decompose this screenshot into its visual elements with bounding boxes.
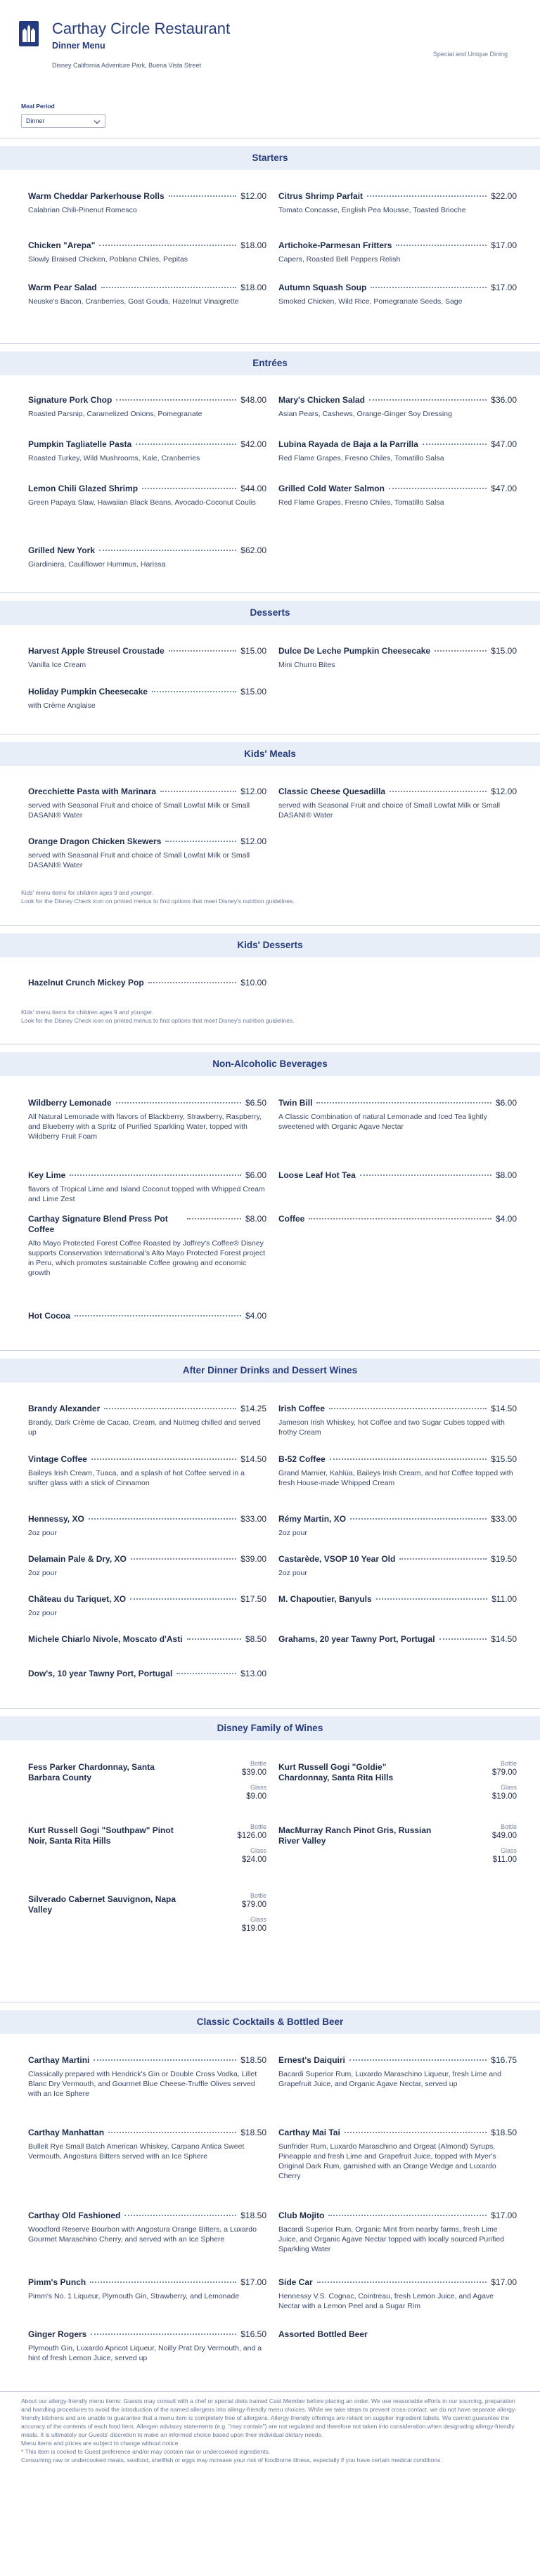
item-name: Hazelnut Crunch Mickey Pop	[28, 978, 144, 988]
dot-leader	[423, 444, 487, 445]
wine-glass-price: $11.00	[492, 1856, 517, 1864]
item-name: Irish Coffee	[278, 1404, 326, 1413]
meal-period-label: Meal Period	[21, 103, 55, 110]
section-header-entrees: Entrées	[0, 351, 540, 375]
entree-item	[28, 484, 266, 507]
footer-line: About our allergy-friendly menu items: Guests may consult with a chef or special diets trained Cast Member before placing an order. We use reasonable efforts in our sourcing, preparation and handling procedures to avoid the introduction of the named allergens into allergy-friendly menu choices. While we take steps to prevent cross-contact, we do not have separate allergy-friendly kitchens and are unable to guarantee that a menu item is completely free of allergens. Allergy-friendly offerings are reliant on supplier ingredient labels. We cannot guarantee the accuracy of the contents of each food item. Allergen advisory statements (e.g. "may contain") are not regulated and therefore not taken into consideration when designating allergy-friendly meals. It is ultimately our Guests' discretion to make an informed choice based upon their individual dietary needs.	[21, 2397, 517, 2438]
item-description: served with Seasonal Fruit and choice of Small Lowfat Milk or Small DASANI® Water	[28, 801, 250, 820]
dot-leader	[309, 1218, 491, 1219]
wine-name: Silverado Cabernet Sauvignon, Napa Valley	[28, 1894, 176, 1915]
item-name: Dulce De Leche Pumpkin Cheesecake	[278, 646, 431, 656]
item-name: Chicken "Arepa"	[28, 240, 96, 250]
item-price: $12.00	[240, 787, 266, 796]
dot-leader	[396, 245, 487, 246]
item-name: Brandy Alexander	[28, 1404, 101, 1413]
item-name: Warm Cheddar Parkerhouse Rolls	[28, 191, 165, 201]
dot-leader	[390, 791, 487, 792]
cocktail-item	[28, 2055, 266, 2099]
item-name: Harvest Apple Streusel Croustade	[28, 646, 165, 656]
starter-item	[278, 191, 517, 215]
item-price: $17.00	[240, 2277, 266, 2287]
cocktail-item	[28, 2329, 266, 2363]
item-price: $36.00	[491, 395, 517, 405]
dot-leader	[160, 791, 236, 792]
kids-meal-item	[28, 836, 266, 870]
item-name: Carthay Signature Blend Press Pot Coffee	[28, 1214, 168, 1234]
item-price: $33.00	[491, 1514, 517, 1524]
item-name: Carthay Mai Tai	[278, 2128, 340, 2137]
location-text: Disney California Adventure Park, Buena Vista Street	[52, 62, 201, 69]
section-header-starters: Starters	[0, 146, 540, 170]
kids-note: Kids' menu items for children ages 9 and younger.	[21, 889, 154, 896]
cocktail-item	[278, 2211, 517, 2254]
dot-leader	[152, 691, 236, 692]
dot-leader	[316, 1102, 491, 1103]
item-price: $14.50	[240, 1454, 266, 1464]
item-description: Plymouth Gin, Luxardo Apricot Liqueur, Noilly Prat Dry Vermouth, and a hint of fresh Lemon Juice, served up	[28, 2344, 262, 2362]
dot-leader	[116, 399, 236, 401]
cocktail-item	[28, 2128, 266, 2161]
dot-leader	[124, 2215, 236, 2216]
beverage-item	[28, 1214, 266, 1278]
item-name: Carthay Martini	[28, 2055, 90, 2065]
dot-leader	[94, 2059, 236, 2061]
item-price: $8.00	[495, 1170, 517, 1180]
dot-leader	[328, 2215, 487, 2216]
chevron-down-icon	[94, 118, 100, 124]
kids-note: Look for the Disney Check icon on printed menus to find options that meet Disney's nutrition guidelines.	[21, 898, 295, 905]
dot-leader	[330, 1458, 487, 1460]
item-price: $14.50	[491, 1634, 517, 1644]
item-name: Delamain Pale & Dry, XO	[28, 1554, 127, 1564]
item-name: Warm Pear Salad	[28, 283, 97, 292]
dot-leader	[349, 2059, 487, 2061]
wine-size-label: Glass	[250, 1847, 266, 1854]
dot-leader	[116, 1102, 241, 1103]
item-price: $17.00	[491, 2211, 517, 2220]
item-description: with Crème Anglaise	[28, 701, 96, 710]
item-price: $4.00	[245, 1311, 266, 1321]
cocktail-item	[278, 2055, 517, 2089]
wine-size-label: Bottle	[500, 1823, 517, 1830]
dot-leader	[389, 488, 487, 489]
item-description: Bacardi Superior Rum, Luxardo Maraschino Liqueur, fresh Lime and Grapefruit Juice, and Organic Agave Nectar, served up	[278, 2070, 501, 2088]
item-price: $15.50	[491, 1454, 517, 1464]
item-price: $42.00	[240, 439, 266, 449]
meal-period-value: Dinner	[26, 117, 45, 124]
item-description: Bacardi Superior Rum, Organic Mint from nearby farms, fresh Lime Juice, and Organic Agave Nectar topped with locally sourced Purified Sparkling Water	[278, 2225, 505, 2253]
dot-leader	[376, 1598, 488, 1600]
item-name: M. Chapoutier, Banyuls	[278, 1594, 372, 1604]
item-description: Baileys Irish Cream, Tuaca, and a splash of hot Coffee served in a snifter glass with a stick of Cinnamon	[28, 1469, 245, 1487]
beverage-item	[278, 1214, 517, 1224]
item-description: A Classic Combination of natural Lemonade and Iced Tea lightly sweetened with Organic Agave Nectar	[278, 1113, 487, 1131]
dot-leader	[142, 488, 236, 489]
kids-dessert-note: Look for the Disney Check icon on printed menus to find options that meet Disney's nutrition guidelines.	[21, 1017, 295, 1024]
wine-glass-price: $9.00	[246, 1792, 266, 1801]
cocktail-item	[278, 2277, 517, 2311]
entree-item	[278, 439, 517, 463]
item-price: $19.50	[491, 1554, 517, 1564]
starter-item	[278, 283, 517, 306]
item-description: Bulleit Rye Small Batch American Whiskey, Carpano Antica Sweet Vermouth, Angostura Bitters served with an Ice Sphere	[28, 2142, 245, 2161]
dot-leader	[148, 982, 237, 983]
section-divider	[0, 1350, 540, 1351]
item-name: Holiday Pumpkin Cheesecake	[28, 687, 148, 697]
item-description: served with Seasonal Fruit and choice of Small Lowfat Milk or Small DASANI® Water	[278, 801, 501, 820]
item-price: $6.00	[495, 1098, 517, 1108]
item-name: Coffee	[278, 1214, 305, 1224]
wine-bottle-price: $79.00	[241, 1901, 266, 1909]
wine-name: MacMurray Ranch Pinot Gris, Russian River Valley	[278, 1825, 432, 1846]
item-name: Château du Tariquet, XO	[28, 1594, 127, 1604]
item-description: Neuske's Bacon, Cranberries, Goat Gouda, Hazelnut Vinaigrette	[28, 297, 239, 306]
dot-leader	[99, 550, 236, 551]
entree-item	[278, 484, 517, 507]
dot-leader	[367, 195, 487, 197]
item-price: $39.00	[240, 1554, 266, 1564]
starter-item	[28, 191, 266, 215]
item-price: $44.00	[240, 484, 266, 493]
item-description: Capers, Roasted Bell Peppers Relish	[278, 255, 401, 264]
item-name: B-52 Coffee	[278, 1454, 326, 1464]
item-name: Key Lime	[28, 1170, 66, 1180]
castle-logo-icon	[19, 21, 39, 46]
dot-leader	[104, 1408, 236, 1409]
item-name: Grahams, 20 year Tawny Port, Portugal	[278, 1634, 435, 1644]
starter-item	[28, 240, 266, 264]
dot-leader	[350, 1518, 487, 1520]
dot-leader	[187, 1638, 241, 1640]
item-name: Mary's Chicken Salad	[278, 395, 365, 405]
item-price: $14.50	[491, 1404, 517, 1413]
item-description: served with Seasonal Fruit and choice of Small Lowfat Milk or Small DASANI® Water	[28, 851, 250, 869]
dot-leader	[317, 2281, 487, 2283]
section-header-kids_meals: Kids' Meals	[0, 742, 540, 766]
item-price: $11.00	[491, 1594, 517, 1604]
dot-leader	[70, 1174, 241, 1176]
section-header-cocktails: Classic Cocktails & Bottled Beer	[0, 2010, 540, 2034]
section-header-wines: Disney Family of Wines	[0, 1716, 540, 1740]
dot-leader	[369, 399, 487, 401]
dot-leader	[131, 1558, 236, 1560]
dot-leader	[91, 2334, 236, 2335]
wine-size-label: Bottle	[250, 1892, 266, 1899]
item-description: Roasted Parsnip, Caramelized Onions, Pomegranate	[28, 410, 202, 418]
item-price: $12.00	[240, 191, 266, 201]
after-dinner-item	[28, 1669, 266, 1679]
kids-dessert-item	[28, 978, 266, 988]
item-price: $16.75	[491, 2055, 517, 2065]
dot-leader	[169, 195, 237, 197]
item-name: Michele Chiarlo Nivole, Moscato d'Asti	[28, 1634, 183, 1644]
after-dinner-item	[28, 1594, 266, 1618]
after-dinner-item	[28, 1514, 266, 1538]
footer-line: Consuming raw or undercooked meats, seafood, shellfish or eggs may increase your risk of foodborne illness, especially if you have certain medical conditions.	[21, 2457, 442, 2464]
wine-size-label: Glass	[250, 1784, 266, 1791]
footer-line: Menu items and prices are subject to change without notice.	[21, 2440, 180, 2447]
wine-glass-price: $19.00	[491, 1792, 517, 1801]
wine-name: Fess Parker Chardonnay, Santa Barbara County	[28, 1762, 155, 1782]
wine-bottle-price: $79.00	[491, 1768, 517, 1777]
item-name: Vintage Coffee	[28, 1454, 87, 1464]
item-name: Ernest's Daiquiri	[278, 2055, 345, 2065]
wine-name: Kurt Russell Gogi "Goldie" Chardonnay, Santa Rita Hills	[278, 1762, 394, 1782]
item-description: Brandy, Dark Crème de Cacao, Cream, and Nutmeg chilled and served up	[28, 1418, 261, 1437]
item-price: $62.00	[240, 545, 266, 555]
section-header-nab: Non-Alcoholic Beverages	[0, 1052, 540, 1076]
item-price: $22.00	[491, 191, 517, 201]
wine-bottle-price: $39.00	[241, 1768, 266, 1777]
item-name: Pimm's Punch	[28, 2277, 86, 2287]
entree-item	[28, 545, 266, 569]
item-price: $18.50	[240, 2211, 266, 2220]
dot-leader	[101, 287, 237, 288]
entree-item	[278, 395, 517, 419]
after-dinner-item	[28, 1634, 266, 1645]
wine-glass-price: $19.00	[241, 1924, 266, 1933]
wine-size-label: Glass	[250, 1916, 266, 1923]
dot-leader	[360, 1174, 491, 1176]
section-divider	[0, 925, 540, 926]
item-price: $6.50	[245, 1098, 266, 1108]
item-description: Grand Marnier, Kahlúa, Baileys Irish Cream, and hot Coffee topped with fresh House-made Whipped Cream	[278, 1469, 513, 1487]
item-price: $15.00	[240, 687, 266, 697]
section-divider	[0, 1708, 540, 1709]
item-description: Calabrian Chili-Pinenut Romesco	[28, 206, 137, 214]
wine-bottle-price: $126.00	[237, 1832, 266, 1840]
beverage-item	[278, 1170, 517, 1181]
item-description: 2oz pour	[28, 1529, 57, 1537]
item-description: Green Papaya Slaw, Hawaiian Black Beans, Avocado-Coconut Coulis	[28, 498, 256, 507]
item-price: $6.00	[245, 1170, 266, 1180]
item-price: $47.00	[491, 484, 517, 493]
kids-meal-item	[278, 787, 517, 820]
item-price: $16.50	[240, 2329, 266, 2339]
item-name: Grilled New York	[28, 545, 95, 555]
allergy-footer	[21, 2397, 519, 2464]
dot-leader	[371, 287, 487, 288]
item-description: Red Flame Grapes, Fresno Chiles, Tomatillo Salsa	[278, 498, 444, 507]
dining-category: Special and Unique Dining	[432, 51, 508, 58]
wine-bottle-price: $49.00	[491, 1832, 517, 1840]
after-dinner-item	[28, 1554, 266, 1578]
wine-size-label: Bottle	[500, 1760, 517, 1767]
item-price: $17.00	[491, 240, 517, 250]
item-price: $15.00	[491, 646, 517, 656]
item-name: Wildberry Lemonade	[28, 1098, 112, 1108]
restaurant-title: Carthay Circle Restaurant	[52, 20, 231, 37]
item-description: Sunfrider Rum, Luxardo Maraschino and Orgeat (Almond) Syrups, Pineapple and fresh Lime and Grapefruit Juice, topped with Myer's Original Dark Rum, garnished with an Orange Wedge and Luxardo Cherry	[278, 2142, 496, 2180]
after-dinner-item	[28, 1404, 266, 1437]
starter-item	[278, 240, 517, 264]
item-name: Citrus Shrimp Parfait	[278, 191, 364, 201]
item-price: $14.25	[240, 1404, 266, 1413]
item-name: Artichoke-Parmesan Fritters	[278, 240, 392, 250]
item-name: Hennessy, XO	[28, 1514, 84, 1524]
dot-leader	[130, 1598, 236, 1600]
dot-leader	[90, 2281, 236, 2283]
item-name: Autumn Squash Soup	[278, 283, 367, 292]
item-name: Castarède, VSOP 10 Year Old	[278, 1554, 396, 1564]
item-description: Pimm's No. 1 Liqueur, Plymouth Gin, Strawberry, and Lemonade	[28, 2292, 240, 2300]
after-dinner-item	[278, 1514, 517, 1538]
item-name: Grilled Cold Water Salmon	[278, 484, 385, 493]
footer-line: * This item is cooked to Guest preference and/or may contain raw or undercooked ingredients.	[21, 2448, 271, 2455]
item-description: Giardiniera, Cauliflower Hummus, Harissa	[28, 560, 166, 569]
after-dinner-item	[278, 1454, 517, 1488]
dot-leader	[99, 245, 236, 246]
item-price: $18.50	[491, 2128, 517, 2137]
starter-item	[28, 283, 266, 306]
cocktail-item	[278, 2128, 517, 2181]
beverage-item	[28, 1311, 266, 1321]
item-description: 2oz pour	[278, 1529, 307, 1537]
item-description: Woodford Reserve Bourbon with Angostura Orange Bitters, a Luxardo Gourmet Maraschino Cherry, and served with an Ice Sphere	[28, 2225, 257, 2244]
item-name: Rémy Martin, XO	[278, 1514, 347, 1524]
meal-period-select[interactable]	[21, 114, 105, 128]
after-dinner-item	[278, 1594, 517, 1605]
item-description: Slowly Braised Chicken, Poblano Chiles, Pepitas	[28, 255, 188, 264]
dot-leader	[399, 1558, 487, 1560]
dot-leader	[329, 1408, 487, 1409]
item-price: $8.00	[245, 1214, 266, 1224]
dot-leader	[136, 444, 236, 445]
item-price: $18.50	[240, 2055, 266, 2065]
cocktail-item	[28, 2211, 266, 2244]
item-description: flavors of Tropical Lime and Island Coconut topped with Whipped Cream and Lime Zest	[28, 1185, 265, 1203]
item-name: Club Mojito	[278, 2211, 325, 2220]
item-price: $12.00	[491, 787, 517, 796]
beverage-item	[28, 1098, 266, 1141]
item-description: All Natural Lemonade with flavors of Blackberry, Strawberry, Raspberry, and Blueberry with a Spritz of Purified Sparkling Water, topped with Wildberry Fruit Foam	[28, 1113, 262, 1141]
item-price: $18.00	[240, 240, 266, 250]
item-description: Alto Mayo Protected Forest Coffee Roasted by Joffrey's Coffee® Disney supports Conservation International's Alto Mayo Protected Forest project in Peru, which promotes sustainable Coffee growing and economic growth	[28, 1239, 266, 1277]
item-price: $33.00	[240, 1514, 266, 1524]
item-name: Orecchiette Pasta with Marinara	[28, 787, 157, 796]
item-name: Side Car	[278, 2277, 313, 2287]
item-price: $18.00	[240, 283, 266, 292]
item-price: $17.50	[240, 1594, 266, 1604]
item-name: Twin Bill	[278, 1098, 313, 1108]
dot-leader	[187, 1218, 241, 1219]
dot-leader	[165, 841, 236, 842]
wine-name: Kurt Russell Gogi "Southpaw" Pinot Noir, Santa Rita Hills	[28, 1825, 174, 1846]
item-description: Mini Churro Bites	[278, 661, 335, 669]
entree-item	[28, 395, 266, 419]
section-header-kids_desserts: Kids' Desserts	[0, 933, 540, 957]
item-name: Dow's, 10 year Tawny Port, Portugal	[28, 1669, 173, 1678]
dessert-item	[28, 687, 266, 711]
item-description: Smoked Chicken, Wild Rice, Pomegranate Seeds, Sage	[278, 297, 463, 306]
dot-leader	[176, 1673, 236, 1674]
wine-size-label: Glass	[500, 1847, 517, 1854]
item-name: Pumpkin Tagliatelle Pasta	[28, 439, 132, 449]
item-name: Orange Dragon Chicken Skewers	[28, 836, 162, 846]
after-dinner-item	[278, 1554, 517, 1578]
item-description: 2oz pour	[278, 1569, 307, 1577]
beverage-item	[28, 1170, 266, 1204]
dot-leader	[91, 1458, 237, 1460]
item-description: Classically prepared with Hendrick's Gin or Double Cross Vodka, Lillet Blanc Dry Vermouth, and Gourmet Blue Cheese-Truffle Olives served with an Ice Sphere	[28, 2070, 257, 2098]
dot-leader	[435, 650, 487, 652]
beverage-item	[278, 1098, 517, 1132]
after-dinner-item	[278, 1634, 517, 1645]
menu-subtitle: Dinner Menu	[52, 41, 105, 51]
wine-glass-price: $24.00	[241, 1856, 266, 1864]
item-description: Hennessy V.S. Cognac, Cointreau, fresh Lemon Juice, and Agave Nectar with a Lemon Peel and a Sugar Rim	[278, 2292, 494, 2310]
item-price: $18.50	[240, 2128, 266, 2137]
item-name: Lubina Rayada de Baja a la Parrilla	[278, 439, 418, 449]
section-header-desserts: Desserts	[0, 601, 540, 625]
item-price: $48.00	[240, 395, 266, 405]
wine-size-label: Bottle	[250, 1823, 266, 1830]
footer-divider	[0, 2391, 540, 2392]
item-description: 2oz pour	[28, 1569, 57, 1577]
dot-leader	[75, 1315, 241, 1316]
item-price: $17.00	[491, 283, 517, 292]
section-divider	[0, 343, 540, 344]
dot-leader	[439, 1638, 487, 1640]
item-price: $47.00	[491, 439, 517, 449]
entree-item	[28, 439, 266, 463]
item-description: 2oz pour	[28, 1609, 57, 1617]
item-name: Signature Pork Chop	[28, 395, 112, 405]
item-price: $13.00	[240, 1669, 266, 1678]
item-price: $15.00	[240, 646, 266, 656]
item-price: $4.00	[495, 1214, 517, 1224]
wine-size-label: Bottle	[250, 1760, 266, 1767]
item-name: Loose Leaf Hot Tea	[278, 1170, 356, 1180]
dot-leader	[108, 2132, 236, 2133]
item-name: Hot Cocoa	[28, 1311, 70, 1321]
item-description: Vanilla Ice Cream	[28, 661, 86, 669]
item-description: Roasted Turkey, Wild Mushrooms, Kale, Cranberries	[28, 454, 200, 462]
after-dinner-item	[28, 1454, 266, 1488]
dot-leader	[345, 2132, 487, 2133]
dessert-item	[278, 646, 517, 670]
kids-meal-item	[28, 787, 266, 820]
kids-dessert-note: Kids' menu items for children ages 9 and younger.	[21, 1009, 154, 1016]
dessert-item	[28, 646, 266, 670]
dot-leader	[169, 650, 237, 652]
section-header-after_dinner: After Dinner Drinks and Dessert Wines	[0, 1359, 540, 1383]
item-description: Asian Pears, Cashews, Orange-Ginger Soy Dressing	[278, 410, 452, 418]
cocktail-item	[28, 2277, 266, 2301]
item-description: Jameson Irish Whiskey, hot Coffee and two Sugar Cubes topped with frothy Cream	[278, 1418, 505, 1437]
item-name: Classic Cheese Quesadilla	[278, 787, 386, 796]
item-name: Lemon Chili Glazed Shrimp	[28, 484, 139, 493]
item-description: Tomato Concasse, English Pea Mousse, Toasted Brioche	[278, 206, 466, 214]
dot-leader	[89, 1518, 236, 1520]
item-price: $10.00	[240, 978, 266, 988]
header	[0, 0, 540, 83]
after-dinner-item	[278, 1404, 517, 1437]
item-price: $8.50	[245, 1634, 266, 1644]
cocktail-item	[278, 2329, 517, 2340]
item-price: $17.00	[491, 2277, 517, 2287]
item-name: Carthay Old Fashioned	[28, 2211, 121, 2220]
item-name: Assorted Bottled Beer	[278, 2329, 368, 2339]
item-price: $12.00	[240, 836, 266, 846]
item-description: Red Flame Grapes, Fresno Chiles, Tomatillo Salsa	[278, 454, 444, 462]
item-name: Carthay Manhattan	[28, 2128, 105, 2137]
wine-size-label: Glass	[500, 1784, 517, 1791]
item-name: Ginger Rogers	[28, 2329, 87, 2339]
